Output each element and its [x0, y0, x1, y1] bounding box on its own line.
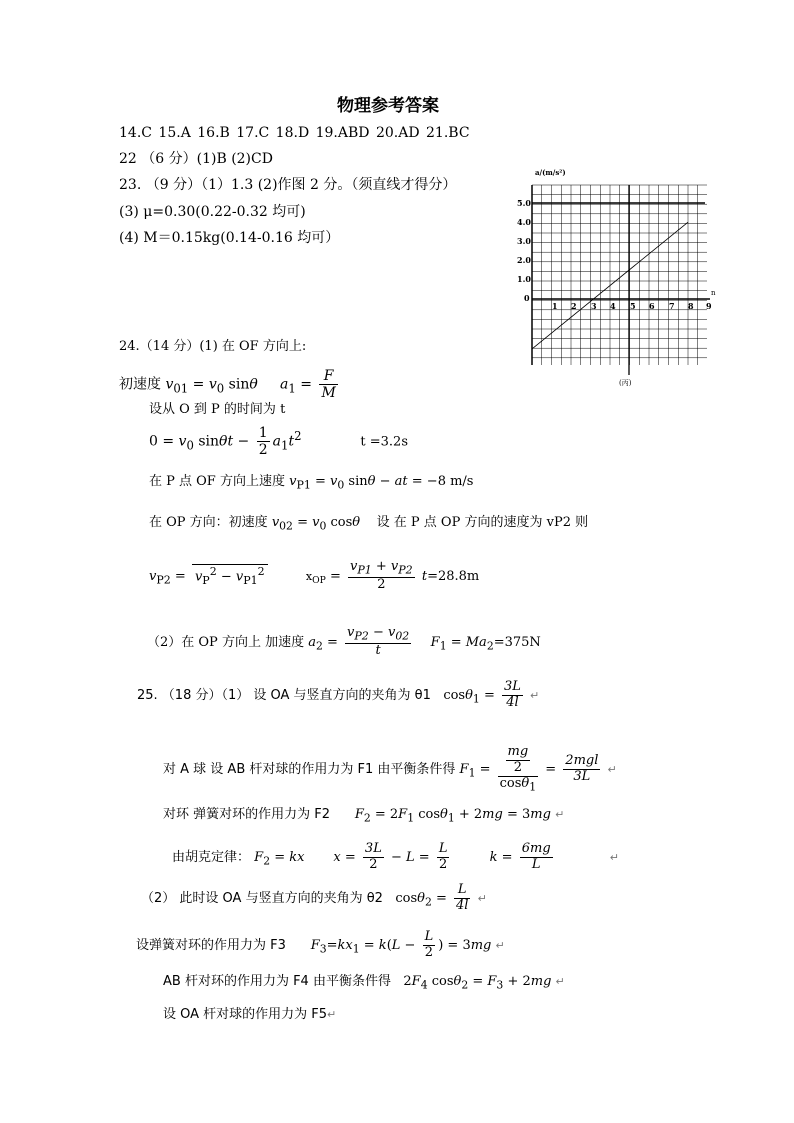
return-mark: ↵	[555, 808, 565, 821]
graph-grid	[532, 185, 707, 365]
y-tick-10: 1.0	[517, 274, 531, 284]
answer-23-4: (4) M＝0.15kg(0.14-0.16 均可）	[119, 230, 340, 246]
q24-f1-value: =375N	[493, 635, 541, 651]
q24-time-equation: $0 = v_0$ sinθt − $\frac{1}{2}$ $a_1t^2$ t =3.2s	[149, 425, 409, 459]
q24-time-def: 设从 O 到 P 的时间为 t	[149, 402, 286, 417]
q24-time-result: t =3.2s	[360, 434, 409, 450]
q25-f5: 设 OA 杆对球的作用力为 F5↵	[163, 1007, 337, 1022]
y-tick-30: 3.0	[517, 236, 531, 246]
answer-22: 22 （6 分）(1)B (2)CD	[119, 151, 273, 167]
q25-hooke: 由胡克定律： $F_2$ = kx x = $\frac{3L}{2}$ − L = $\frac{L}{2}$ k = $\frac{6mg}{L}$ ↵	[172, 841, 619, 872]
q25-heading: 25. （18 分）（1） 设 OA 与竖直方向的夹角为 θ1 cosθ$_1$ = $\frac{3L}{4l}$ ↵	[137, 679, 540, 710]
return-mark: ↵	[530, 688, 540, 702]
q25-ring: 对环 弹簧对环的作用力为 F2 $F_2 = 2F_1$ cosθ$_1$ + 2mg = 3mg ↵	[163, 807, 565, 825]
q24-vp2-equation: $v_{P2} = v_P^2 - v_{P1}^2$ $x_{OP}$ = $\frac{v_{P1} + v_{P2}}{2}$ t=28.8m	[149, 559, 480, 593]
x-tick-7: 7	[669, 301, 675, 311]
graph-caption: (丙)	[619, 379, 632, 387]
q25-part2: （2） 此时设 OA 与竖直方向的夹角为 θ2 cosθ$_2$ = $\frac{L}{4l}$ ↵	[141, 882, 487, 913]
x-tick-6: 6	[649, 301, 655, 311]
y-tick-50: 5.0	[517, 198, 531, 208]
q25-f4: AB 杆对环的作用力为 F4 由平衡条件得 $2F_4$ $\cos\theta_2 = F_3 + 2mg$ ↵	[163, 974, 565, 992]
q24-part2: （2）在 OP 方向上 加速度 $a_2$ = $\frac{v_{P2} - v_{02}}{t}$ $F_1 = Ma_2=375N$	[147, 625, 541, 659]
q24-p-speed: 在 P 点 OF 方向上速度 $v_{P1} = v_0$ sinθ − at = −8 m/s	[149, 474, 474, 492]
q24-p-speed-value: −8 m/s	[426, 474, 474, 489]
x-tick-2: 2	[571, 301, 577, 311]
q24-heading: 24.（14 分）(1) 在 OF 方向上:	[119, 339, 307, 354]
return-mark: ↵	[607, 762, 617, 776]
return-mark: ↵	[495, 938, 505, 952]
q25-ball-a: 对 A 球 设 AB 杆对球的作用力为 F1 由平衡条件得 $F_1$ = $\frac{\frac{mg}{2}}{\cos\theta_1}$ = $\frac{\text{2mgl}}{3L}$ ↵	[163, 744, 617, 794]
answers-14-21: 14.C 15.A 16.B 17.C 18.D 19.ABD 20.AD 21.BC	[119, 125, 470, 141]
page-title: 物理参考答案	[337, 96, 439, 116]
y-tick-0: 0	[524, 293, 530, 303]
x-tick-9: 9	[706, 301, 712, 311]
q24-op-direction: 在 OP 方向：初速度 $v_{02} = v_0$ cosθ 设 在 P 点 OP 方向的速度为 vP2 则	[149, 515, 589, 533]
x-tick-5: 5	[630, 301, 636, 311]
q24-xop-value: =28.8m	[427, 569, 480, 585]
y-axis-label: a/(m/s²)	[535, 168, 566, 177]
return-mark: ↵	[609, 850, 619, 864]
x-tick-8: 8	[688, 301, 694, 311]
return-mark: ↵	[477, 891, 487, 905]
answer-23-3: (3) μ=0.30(0.22-0.32 均可)	[119, 204, 306, 220]
q25-f3: 设弹簧对环的作用力为 F3 $F_3=kx_1 = k(L$ − $\frac{L}{2}$ ) = 3mg ↵	[136, 929, 505, 960]
y-tick-40: 4.0	[517, 217, 531, 227]
q24-init-label: 初速度	[119, 376, 161, 393]
x-axis-label: n	[711, 289, 716, 297]
x-tick-1: 1	[552, 301, 558, 311]
x-tick-3: 3	[591, 301, 597, 311]
answer-23: 23. （9 分）（1）1.3 (2)作图 2 分。（须直线才得分）	[119, 177, 457, 193]
acceleration-graph	[505, 165, 720, 390]
y-tick-20: 2.0	[517, 255, 531, 265]
q24-initial-velocity: 初速度 $v_{01} = v_0$ sinθ $a_1$ = $\frac{F}{M}$	[119, 368, 336, 402]
return-mark: ↵	[555, 975, 565, 988]
x-tick-4: 4	[610, 301, 616, 311]
return-mark: ↵	[327, 1008, 337, 1021]
